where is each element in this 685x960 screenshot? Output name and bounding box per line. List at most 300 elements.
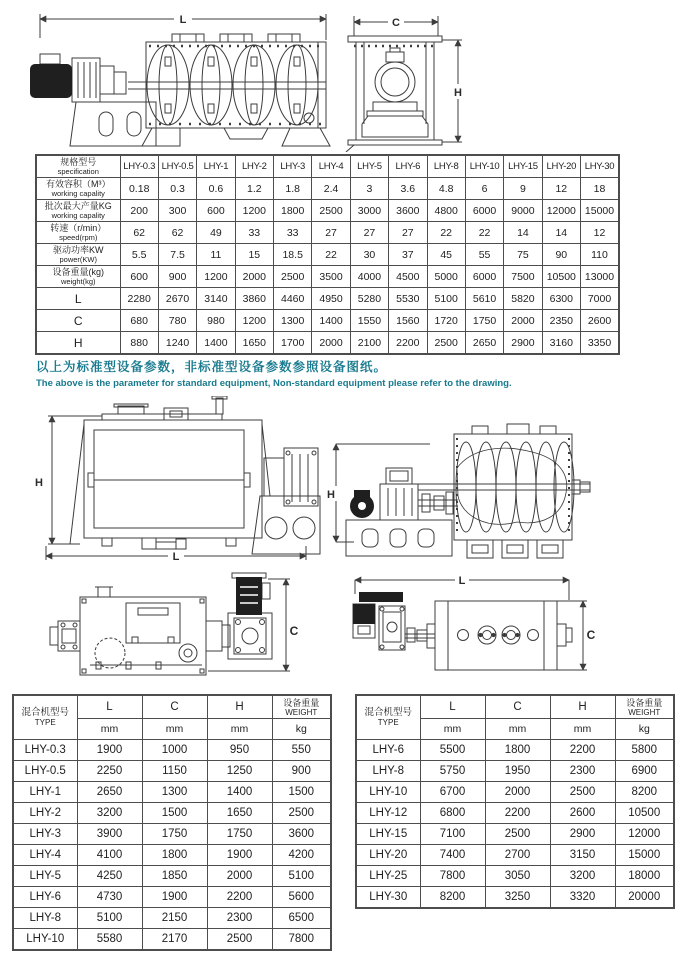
spec-cell: 9 [504, 178, 542, 200]
spec-cell: 5280 [350, 288, 388, 310]
dim-l: 1900 [77, 740, 142, 761]
spec-cell: 1750 [465, 310, 503, 332]
col-header-L: L [77, 695, 142, 719]
dim-label-H: H [454, 87, 462, 99]
dim-c: 2170 [142, 929, 207, 951]
model-header: LHY-8 [427, 155, 465, 178]
spec-cell: 6000 [465, 266, 503, 288]
col-header-C: C [142, 695, 207, 719]
spec-cell: 1800 [274, 200, 312, 222]
spec-cell: 75 [504, 244, 542, 266]
type-header-cn: 混合机型号 [364, 707, 412, 718]
model-header: LHY-0.5 [158, 155, 196, 178]
spec-row-label [36, 288, 120, 310]
spec-cell: 600 [197, 200, 235, 222]
spec-cell: 3.6 [389, 178, 427, 200]
spec-cell: 5530 [389, 288, 427, 310]
spec-cell: 22 [427, 222, 465, 244]
model-header: LHY-10 [465, 155, 503, 178]
dim-weight: 7800 [272, 929, 331, 951]
spec-cell: 11 [197, 244, 235, 266]
weight-header-cn: 设备重量 [626, 697, 663, 708]
spec-cell: 4000 [350, 266, 388, 288]
dimension-row [356, 803, 674, 824]
spec-row-label [36, 244, 120, 266]
dimension-row [13, 824, 331, 845]
spec-cell: 4500 [389, 266, 427, 288]
dim-label-C: C [289, 624, 299, 638]
spec-cell: 45 [427, 244, 465, 266]
dim-l: 5500 [420, 740, 485, 761]
spec-cell: 3160 [542, 332, 580, 355]
spec-row-label [36, 178, 120, 200]
spec-cell: 1400 [312, 310, 350, 332]
dimension-row [356, 887, 674, 909]
dim-weight: 15000 [615, 845, 674, 866]
dim-c: 3050 [485, 866, 550, 887]
spec-cell: 1700 [274, 332, 312, 355]
dimension-row [13, 866, 331, 887]
row-label-cn: 有效容积（M³） [46, 179, 111, 189]
dim-weight: 900 [272, 761, 331, 782]
spec-cell: 90 [542, 244, 580, 266]
dim-h: 2300 [207, 908, 272, 929]
spec-row [36, 266, 619, 288]
dim-h: 3200 [550, 866, 615, 887]
col-header-H: H [550, 695, 615, 719]
row-label-en: speed(rpm) [59, 233, 98, 242]
weight-header-en: WEIGHT [628, 707, 661, 717]
drawing-mixer-end-view [338, 6, 478, 152]
dim-c: 2700 [485, 845, 550, 866]
dim-weight: 5600 [272, 887, 331, 908]
unit-mm: mm [420, 719, 485, 740]
spec-cell: 1400 [197, 332, 235, 355]
dim-c: 1500 [142, 803, 207, 824]
dim-l: 5580 [77, 929, 142, 951]
note [36, 359, 512, 389]
spec-cell: 27 [350, 222, 388, 244]
spec-cell: 2900 [504, 332, 542, 355]
model-type: LHY-2 [13, 803, 77, 824]
dim-label-H: H [327, 489, 335, 501]
dimension-row [13, 929, 331, 951]
model-type: LHY-0.5 [13, 761, 77, 782]
note-english: The above is the parameter for standard equipment, Non-standard equipment please refer to the drawing. [36, 378, 512, 389]
dimension-row [13, 803, 331, 824]
dim-weight: 4200 [272, 845, 331, 866]
dim-c: 2000 [485, 782, 550, 803]
model-type: LHY-1 [13, 782, 77, 803]
drawing-plow-mixer-side [14, 396, 332, 564]
dimension-row [13, 908, 331, 929]
dim-label-C: C [392, 17, 400, 29]
spec-cell: 2350 [542, 310, 580, 332]
spec-cell: 0.18 [120, 178, 158, 200]
dim-c: 1800 [485, 740, 550, 761]
dim-h: 2200 [550, 740, 615, 761]
spec-cell: 2500 [312, 200, 350, 222]
row-label-cn: 驱动功率KW [53, 245, 104, 255]
type-header-en: TYPE [377, 718, 399, 727]
dim-h: 1900 [207, 845, 272, 866]
dim-h: 3150 [550, 845, 615, 866]
spec-row-label [36, 310, 120, 332]
spec-cell: 2500 [274, 266, 312, 288]
dim-h: 2200 [207, 887, 272, 908]
spec-cell: 2100 [350, 332, 388, 355]
spec-cell: 7500 [504, 266, 542, 288]
spec-cell: 10500 [542, 266, 580, 288]
spec-cell: 18 [581, 178, 620, 200]
spec-cell: 2.4 [312, 178, 350, 200]
model-header: LHY-0.3 [120, 155, 158, 178]
spec-cell: 2670 [158, 288, 196, 310]
col-header-weight [615, 695, 674, 719]
spec-cell: 27 [389, 222, 427, 244]
dim-weight: 6500 [272, 908, 331, 929]
spec-cell: 2500 [427, 332, 465, 355]
dimension-table-left [12, 694, 332, 951]
dim-weight: 5100 [272, 866, 331, 887]
dim-l: 3900 [77, 824, 142, 845]
dim-weight: 3600 [272, 824, 331, 845]
dimension-row [356, 845, 674, 866]
drawing-ribbon-mixer-side-2 [322, 398, 617, 570]
spec-cell: 1300 [274, 310, 312, 332]
model-type: LHY-10 [356, 782, 420, 803]
spec-cell: 9000 [504, 200, 542, 222]
dim-l: 2650 [77, 782, 142, 803]
model-type: LHY-5 [13, 866, 77, 887]
model-type: LHY-10 [13, 929, 77, 951]
model-header: LHY-6 [389, 155, 427, 178]
dim-h: 1650 [207, 803, 272, 824]
model-header: LHY-15 [504, 155, 542, 178]
model-header: LHY-20 [542, 155, 580, 178]
spec-cell: 2600 [581, 310, 620, 332]
spec-cell: 1560 [389, 310, 427, 332]
spec-cell: 3140 [197, 288, 235, 310]
dimension-row [13, 887, 331, 908]
dim-weight: 12000 [615, 824, 674, 845]
drawing-ribbon-mixer-side [28, 6, 346, 148]
spec-cell: 49 [197, 222, 235, 244]
spec-cell: 33 [274, 222, 312, 244]
spec-row [36, 222, 619, 244]
dimension-row [13, 761, 331, 782]
spec-cell: 2000 [312, 332, 350, 355]
spec-row-label [36, 222, 120, 244]
unit-mm: mm [77, 719, 142, 740]
dim-l: 4100 [77, 845, 142, 866]
spec-cell: 4950 [312, 288, 350, 310]
model-type: LHY-3 [13, 824, 77, 845]
unit-kg: kg [272, 719, 331, 740]
model-type: LHY-6 [356, 740, 420, 761]
weight-header-cn: 设备重量 [283, 697, 320, 708]
dim-l: 7400 [420, 845, 485, 866]
model-type: LHY-0.3 [13, 740, 77, 761]
dim-c: 3250 [485, 887, 550, 909]
model-type: LHY-12 [356, 803, 420, 824]
spec-cell: 680 [120, 310, 158, 332]
spec-cell: 4.8 [427, 178, 465, 200]
spec-cell: 15 [235, 244, 273, 266]
dimension-row [356, 866, 674, 887]
col-header-H: H [207, 695, 272, 719]
spec-row-label [36, 266, 120, 288]
spec-cell: 2000 [235, 266, 273, 288]
bt-header-row [356, 695, 674, 719]
weight-header-en: WEIGHT [285, 707, 318, 717]
model-type: LHY-8 [356, 761, 420, 782]
spec-cell: 1.2 [235, 178, 273, 200]
dim-weight: 20000 [615, 887, 674, 909]
spec-cell: 30 [350, 244, 388, 266]
spec-cell: 300 [158, 200, 196, 222]
type-header-cn: 混合机型号 [21, 707, 69, 718]
unit-kg: kg [615, 719, 674, 740]
dim-c: 1900 [142, 887, 207, 908]
dim-weight: 6900 [615, 761, 674, 782]
dim-l: 5100 [77, 908, 142, 929]
dim-h: 2300 [550, 761, 615, 782]
spec-cell: 5820 [504, 288, 542, 310]
dim-l: 7800 [420, 866, 485, 887]
model-type: LHY-25 [356, 866, 420, 887]
spec-cell: 3350 [581, 332, 620, 355]
dim-label-L: L [172, 551, 180, 563]
unit-mm: mm [142, 719, 207, 740]
spec-cell: 3860 [235, 288, 273, 310]
spec-cell: 62 [158, 222, 196, 244]
dim-weight: 10500 [615, 803, 674, 824]
model-header: LHY-3 [274, 155, 312, 178]
type-header-en: TYPE [34, 718, 56, 727]
dim-c: 2200 [485, 803, 550, 824]
dim-l: 4250 [77, 866, 142, 887]
dim-h: 2500 [207, 929, 272, 951]
spec-cell: 4800 [427, 200, 465, 222]
spec-header-cell [36, 155, 120, 178]
spec-row [36, 244, 619, 266]
spec-cell: 780 [158, 310, 196, 332]
dimension-row [356, 740, 674, 761]
model-header: LHY-1 [197, 155, 235, 178]
spec-cell: 600 [120, 266, 158, 288]
dim-weight: 550 [272, 740, 331, 761]
row-label-en: power(KW) [59, 255, 97, 264]
spec-cell: 1200 [235, 310, 273, 332]
spec-cell: 3 [350, 178, 388, 200]
spec-cell: 7.5 [158, 244, 196, 266]
row-label-cn: 批次最大产量KG [44, 201, 112, 211]
dimension-table-right [355, 694, 675, 909]
unit-mm: mm [550, 719, 615, 740]
dim-h: 1400 [207, 782, 272, 803]
dim-c: 1300 [142, 782, 207, 803]
model-header: LHY-2 [235, 155, 273, 178]
spec-cell: 3500 [312, 266, 350, 288]
spec-cell: 1720 [427, 310, 465, 332]
spec-header-row [36, 155, 619, 178]
dim-l: 6700 [420, 782, 485, 803]
dimension-row [356, 761, 674, 782]
model-header: LHY-5 [350, 155, 388, 178]
dim-weight: 2500 [272, 803, 331, 824]
spec-cell: 14 [504, 222, 542, 244]
spec-row [36, 200, 619, 222]
dim-c: 2500 [485, 824, 550, 845]
spec-cell: 22 [312, 244, 350, 266]
dim-l: 7100 [420, 824, 485, 845]
spec-cell: 1200 [197, 266, 235, 288]
dim-h: 3320 [550, 887, 615, 909]
dim-l: 8200 [420, 887, 485, 909]
spec-cell: 1200 [235, 200, 273, 222]
spec-row [36, 178, 619, 200]
dim-h: 2500 [550, 782, 615, 803]
dim-c: 1000 [142, 740, 207, 761]
spec-cell: 1240 [158, 332, 196, 355]
spec-cell: 6300 [542, 288, 580, 310]
spec-cell: 3600 [389, 200, 427, 222]
dim-h: 2000 [207, 866, 272, 887]
col-header-C: C [485, 695, 550, 719]
spec-cell: 18.5 [274, 244, 312, 266]
dimension-row [356, 824, 674, 845]
spec-cell: 1.8 [274, 178, 312, 200]
dim-l: 3200 [77, 803, 142, 824]
spec-cell: 12 [542, 178, 580, 200]
spec-cell: 33 [235, 222, 273, 244]
spec-cell: 7000 [581, 288, 620, 310]
spec-cell: 13000 [581, 266, 620, 288]
spec-cell: 62 [120, 222, 158, 244]
spec-cell: 2000 [504, 310, 542, 332]
spec-row [36, 288, 619, 310]
row-label-cn: L [74, 291, 82, 306]
dim-c: 1850 [142, 866, 207, 887]
dimension-row [13, 845, 331, 866]
col-header-L: L [420, 695, 485, 719]
spec-cell: 2280 [120, 288, 158, 310]
dimension-row [13, 740, 331, 761]
dim-h: 2900 [550, 824, 615, 845]
row-label-cn: H [73, 335, 83, 350]
bt-header-row [13, 695, 331, 719]
row-label-en: working capality [51, 211, 105, 220]
dim-c: 2150 [142, 908, 207, 929]
drawing-ribbon-mixer-top [345, 568, 600, 686]
row-label-cn: C [73, 313, 83, 328]
spec-cell: 980 [197, 310, 235, 332]
model-type: LHY-4 [13, 845, 77, 866]
spec-cell: 14 [542, 222, 580, 244]
dim-l: 4730 [77, 887, 142, 908]
spec-cell: 2200 [389, 332, 427, 355]
spec-table [35, 154, 620, 355]
spec-row-label [36, 200, 120, 222]
spec-header-en: specification [57, 167, 99, 176]
spec-cell: 1550 [350, 310, 388, 332]
model-header: LHY-30 [581, 155, 620, 178]
spec-cell: 0.3 [158, 178, 196, 200]
model-header: LHY-4 [312, 155, 350, 178]
spec-cell: 6 [465, 178, 503, 200]
dimension-row [356, 782, 674, 803]
spec-cell: 200 [120, 200, 158, 222]
dim-h: 950 [207, 740, 272, 761]
spec-row [36, 332, 619, 355]
spec-cell: 5610 [465, 288, 503, 310]
spec-cell: 5100 [427, 288, 465, 310]
unit-mm: mm [485, 719, 550, 740]
note-chinese: 以上为标准型设备参数，非标准型设备参数参照设备图纸。 [36, 360, 388, 374]
spec-cell: 900 [158, 266, 196, 288]
type-header [356, 695, 420, 740]
spec-cell: 1650 [235, 332, 273, 355]
spec-cell: 880 [120, 332, 158, 355]
spec-cell: 3000 [350, 200, 388, 222]
dim-l: 6800 [420, 803, 485, 824]
unit-mm: mm [207, 719, 272, 740]
model-type: LHY-30 [356, 887, 420, 909]
spec-cell: 5.5 [120, 244, 158, 266]
dim-h: 2600 [550, 803, 615, 824]
row-label-en: weight(kg) [60, 277, 96, 286]
spec-cell: 2650 [465, 332, 503, 355]
spec-row [36, 310, 619, 332]
col-header-weight [272, 695, 331, 719]
dim-weight: 5800 [615, 740, 674, 761]
row-label-cn: 设备重量(kg) [52, 267, 104, 277]
spec-cell: 4460 [274, 288, 312, 310]
dim-weight: 8200 [615, 782, 674, 803]
spec-cell: 0.6 [197, 178, 235, 200]
model-type: LHY-20 [356, 845, 420, 866]
dim-c: 1950 [485, 761, 550, 782]
drawing-plow-mixer-top [38, 565, 300, 693]
dim-c: 1150 [142, 761, 207, 782]
spec-cell: 110 [581, 244, 620, 266]
dim-c: 1800 [142, 845, 207, 866]
type-header [13, 695, 77, 740]
spec-row-label [36, 332, 120, 355]
spec-cell: 27 [312, 222, 350, 244]
dim-label-L: L [179, 14, 187, 26]
spec-cell: 37 [389, 244, 427, 266]
dimension-row [13, 782, 331, 803]
dim-h: 1750 [207, 824, 272, 845]
spec-cell: 12000 [542, 200, 580, 222]
spec-cell: 12 [581, 222, 620, 244]
spec-cell: 55 [465, 244, 503, 266]
row-label-cn: 转速（r/min） [50, 223, 107, 233]
dim-label-C: C [586, 628, 596, 642]
dim-h: 1250 [207, 761, 272, 782]
dim-weight: 1500 [272, 782, 331, 803]
model-type: LHY-8 [13, 908, 77, 929]
dim-label-H: H [35, 477, 43, 489]
spec-cell: 22 [465, 222, 503, 244]
dim-l: 5750 [420, 761, 485, 782]
spec-header-cn: 规格型号 [60, 157, 97, 167]
spec-cell: 6000 [465, 200, 503, 222]
dim-weight: 18000 [615, 866, 674, 887]
dim-label-L: L [458, 575, 466, 587]
